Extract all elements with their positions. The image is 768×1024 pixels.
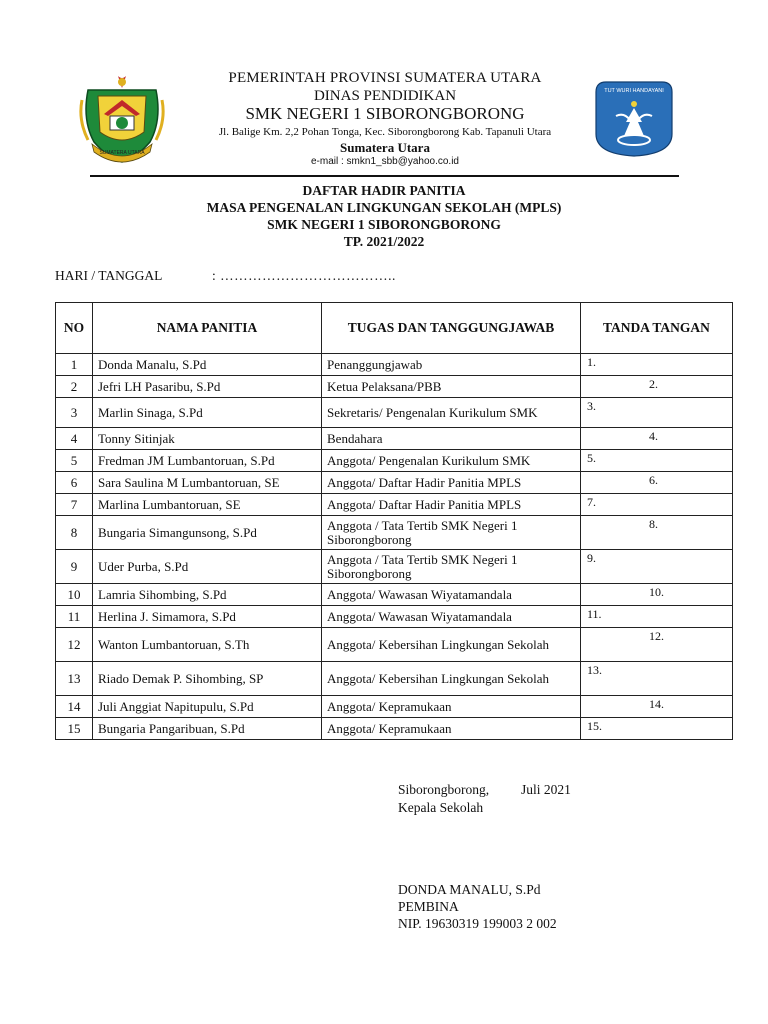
signature-cell[interactable] — [581, 354, 733, 376]
committee-member-name: Riado Demak P. Sihombing, SP — [93, 662, 322, 696]
signature-cell[interactable] — [581, 450, 733, 472]
row-number: 12 — [56, 628, 93, 662]
signature-cell[interactable] — [581, 584, 733, 606]
row-number: 9 — [56, 550, 93, 584]
committee-member-duty: Sekretaris/ Pengenalan Kurikulum SMK — [322, 398, 581, 428]
signature-cell[interactable] — [581, 398, 733, 428]
signature-place: Siborongborong, — [398, 782, 490, 797]
table-row — [56, 606, 733, 628]
row-number: 1 — [56, 354, 93, 376]
row-number: 2 — [56, 376, 93, 398]
committee-member-name: Lamria Sihombing, S.Pd — [93, 584, 322, 606]
attendance-table — [55, 302, 733, 740]
signature-number: 3. — [587, 399, 596, 413]
letterhead-address: Jl. Balige Km. 2,2 Pohan Tonga, Kec. Siborongborong Kab. Tapanuli Utara — [218, 126, 552, 138]
table-row — [56, 472, 733, 494]
row-number: 14 — [56, 696, 93, 718]
table-row — [56, 494, 733, 516]
committee-member-duty: Anggota/ Pengenalan Kurikulum SMK — [322, 450, 581, 472]
row-number: 3 — [56, 398, 93, 428]
signature-number: 10. — [649, 585, 664, 599]
signature-cell[interactable] — [581, 428, 733, 450]
signature-number: 15. — [587, 719, 602, 733]
committee-member-duty: Anggota/ Kebersihan Lingkungan Sekolah — [322, 628, 581, 662]
row-number: 15 — [56, 718, 93, 740]
row-number: 13 — [56, 662, 93, 696]
committee-member-name: Juli Anggiat Napitupulu, S.Pd — [93, 696, 322, 718]
sumatera-utara-logo — [74, 70, 170, 166]
committee-member-name: Uder Purba, S.Pd — [93, 550, 322, 584]
letterhead-government: PEMERINTAH PROVINSI SUMATERA UTARA — [228, 70, 542, 86]
table-row — [56, 354, 733, 376]
table-body — [56, 354, 733, 740]
table-row — [56, 516, 733, 550]
signature-number: 7. — [587, 495, 596, 509]
signature-number: 13. — [587, 663, 602, 677]
document-title: DAFTAR HADIR PANITIA — [302, 183, 466, 198]
signature-number: 8. — [649, 517, 658, 531]
header-tugas: TUGAS DAN TANGGUNGJAWAB — [322, 303, 581, 354]
committee-member-duty: Anggota/ Wawasan Wiyatamandala — [322, 606, 581, 628]
signature-number: 2. — [649, 377, 658, 391]
committee-member-duty: Anggota/ Kebersihan Lingkungan Sekolah — [322, 662, 581, 696]
committee-member-duty: Anggota/ Kepramukaan — [322, 696, 581, 718]
row-number: 6 — [56, 472, 93, 494]
table-row — [56, 398, 733, 428]
table-row — [56, 718, 733, 740]
table-row — [56, 376, 733, 398]
signature-number: 12. — [649, 629, 664, 643]
document-school: SMK NEGERI 1 SIBORONGBORONG — [267, 217, 501, 232]
table-row — [56, 696, 733, 718]
signatory-rank: PEMBINA — [398, 899, 459, 914]
document-subtitle: MASA PENGENALAN LINGKUNGAN SEKOLAH (MPLS) — [206, 200, 562, 215]
row-number: 4 — [56, 428, 93, 450]
letterhead-school-name: SMK NEGERI 1 SIBORONGBORONG — [245, 104, 525, 123]
signature-cell[interactable] — [581, 516, 733, 550]
committee-member-duty: Anggota/ Kepramukaan — [322, 718, 581, 740]
committee-member-name: Wanton Lumbantoruan, S.Th — [93, 628, 322, 662]
signature-number: 11. — [587, 607, 602, 621]
letterhead-email: e-mail : smkn1_sbb@yahoo.co.id — [311, 156, 459, 167]
signature-cell[interactable] — [581, 472, 733, 494]
signature-cell[interactable] — [581, 718, 733, 740]
committee-member-duty: Anggota / Tata Tertib SMK Negeri 1 Siborongborong — [322, 550, 581, 584]
tut-wuri-handayani-logo — [590, 78, 678, 158]
date-field-label: HARI / TANGGAL — [55, 268, 163, 283]
committee-member-name: Herlina J. Simamora, S.Pd — [93, 606, 322, 628]
committee-member-name: Donda Manalu, S.Pd — [93, 354, 322, 376]
table-row — [56, 428, 733, 450]
letterhead-department: DINAS PENDIDIKAN — [313, 88, 457, 104]
signature-cell[interactable] — [581, 494, 733, 516]
committee-member-duty: Anggota/ Wawasan Wiyatamandala — [322, 584, 581, 606]
signature-number: 9. — [587, 551, 596, 565]
committee-member-name: Marlina Lumbantoruan, SE — [93, 494, 322, 516]
row-number: 8 — [56, 516, 93, 550]
signature-role: Kepala Sekolah — [398, 800, 484, 815]
committee-member-name: Fredman JM Lumbantoruan, S.Pd — [93, 450, 322, 472]
signature-number: 14. — [649, 697, 664, 711]
committee-member-duty: Penanggungjawab — [322, 354, 581, 376]
table-row — [56, 450, 733, 472]
table-row — [56, 628, 733, 662]
committee-member-duty: Anggota/ Daftar Hadir Panitia MPLS — [322, 472, 581, 494]
table-header-row — [56, 303, 733, 354]
signature-number: 5. — [587, 451, 596, 465]
row-number: 11 — [56, 606, 93, 628]
committee-member-name: Marlin Sinaga, S.Pd — [93, 398, 322, 428]
signature-number: 6. — [649, 473, 658, 487]
signature-cell[interactable] — [581, 550, 733, 584]
signature-cell[interactable] — [581, 662, 733, 696]
signature-date: Juli 2021 — [521, 782, 571, 797]
signature-cell[interactable] — [581, 628, 733, 662]
row-number: 10 — [56, 584, 93, 606]
signature-cell[interactable] — [581, 696, 733, 718]
committee-member-name: Jefri LH Pasaribu, S.Pd — [93, 376, 322, 398]
committee-member-duty: Anggota/ Daftar Hadir Panitia MPLS — [322, 494, 581, 516]
signature-cell[interactable] — [581, 606, 733, 628]
table-row — [56, 550, 733, 584]
document-academic-year: TP. 2021/2022 — [343, 234, 425, 249]
signature-number: 4. — [649, 429, 658, 443]
signature-cell[interactable] — [581, 376, 733, 398]
committee-member-name: Bungaria Pangaribuan, S.Pd — [93, 718, 322, 740]
signatory-nip: NIP. 19630319 199003 2 002 — [398, 916, 557, 931]
table-row — [56, 662, 733, 696]
header-no: NO — [56, 303, 93, 354]
logo-right-text: TUT WURI HANDAYANI — [604, 88, 664, 94]
committee-member-name: Tonny Sitinjak — [93, 428, 322, 450]
letterhead-region: Sumatera Utara — [340, 140, 430, 155]
row-number: 7 — [56, 494, 93, 516]
signature-number: 1. — [587, 355, 596, 369]
date-field-blank: : ……………………………….. — [212, 268, 396, 283]
logo-left-text: SUMATERA UTARA — [99, 150, 145, 156]
committee-member-duty: Ketua Pelaksana/PBB — [322, 376, 581, 398]
committee-member-name: Sara Saulina M Lumbantoruan, SE — [93, 472, 322, 494]
header-tanda-tangan: TANDA TANGAN — [581, 303, 733, 354]
row-number: 5 — [56, 450, 93, 472]
committee-member-duty: Bendahara — [322, 428, 581, 450]
committee-member-name: Bungaria Simangunsong, S.Pd — [93, 516, 322, 550]
committee-member-duty: Anggota / Tata Tertib SMK Negeri 1 Siborongborong — [322, 516, 581, 550]
table-row — [56, 584, 733, 606]
signatory-name: DONDA MANALU, S.Pd — [398, 882, 541, 897]
letterhead-divider — [90, 175, 679, 177]
header-nama: NAMA PANITIA — [93, 303, 322, 354]
